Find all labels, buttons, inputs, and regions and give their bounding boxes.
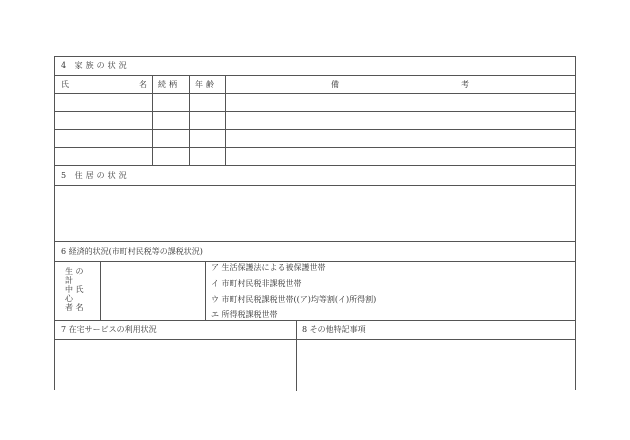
- special-notes-section-title: 8 その他特記事項: [302, 325, 366, 334]
- earner-label: [65, 267, 84, 312]
- family-row-line: [55, 129, 575, 130]
- economy-section-title: 6 経済的状況(市町村民税等の課税状況): [61, 247, 203, 256]
- divider: [55, 185, 575, 186]
- header-remarks-right: 考: [461, 80, 469, 89]
- divider: [55, 75, 575, 76]
- tax-option: イ 市町村民税非課税世帯: [211, 279, 302, 288]
- header-age: 年齢: [195, 80, 217, 89]
- column-divider: [152, 75, 153, 165]
- earner-label-line: 心: [65, 294, 73, 303]
- header-name-left: 氏: [61, 80, 69, 89]
- column-divider: [100, 261, 101, 320]
- tax-option: エ 所得税課税世帯: [211, 310, 278, 319]
- earner-label-line: 者 名: [65, 303, 84, 312]
- earner-label-line: 中 氏: [65, 285, 84, 294]
- family-row-line: [55, 165, 575, 166]
- tax-option: ウ 市町村民税課税世帯((ア)均等割(イ)所得割): [211, 295, 377, 304]
- divider: [55, 320, 575, 321]
- header-name-right: 名: [139, 80, 147, 89]
- home-service-section-title: 7 在宅サービスの利用状況: [61, 325, 157, 334]
- header-relation: 続柄: [158, 80, 180, 89]
- earner-label-line: 計: [65, 276, 73, 285]
- family-row-line: [55, 111, 575, 112]
- divider: [55, 339, 575, 340]
- divider: [55, 261, 575, 262]
- family-row-line: [55, 93, 575, 94]
- earner-label-line: 生 の: [65, 267, 84, 276]
- divider: [55, 241, 575, 242]
- family-row-line: [55, 147, 575, 148]
- column-divider: [296, 320, 297, 391]
- form-table: [54, 56, 576, 390]
- header-remarks-left: 備: [331, 80, 339, 89]
- column-divider: [205, 261, 206, 320]
- residence-section-title: 5 住居の状況: [61, 171, 130, 180]
- column-divider: [225, 75, 226, 165]
- column-divider: [189, 75, 190, 165]
- tax-option: ア 生活保護法による被保護世帯: [211, 263, 326, 272]
- family-section-title: 4 家族の状況: [61, 61, 130, 70]
